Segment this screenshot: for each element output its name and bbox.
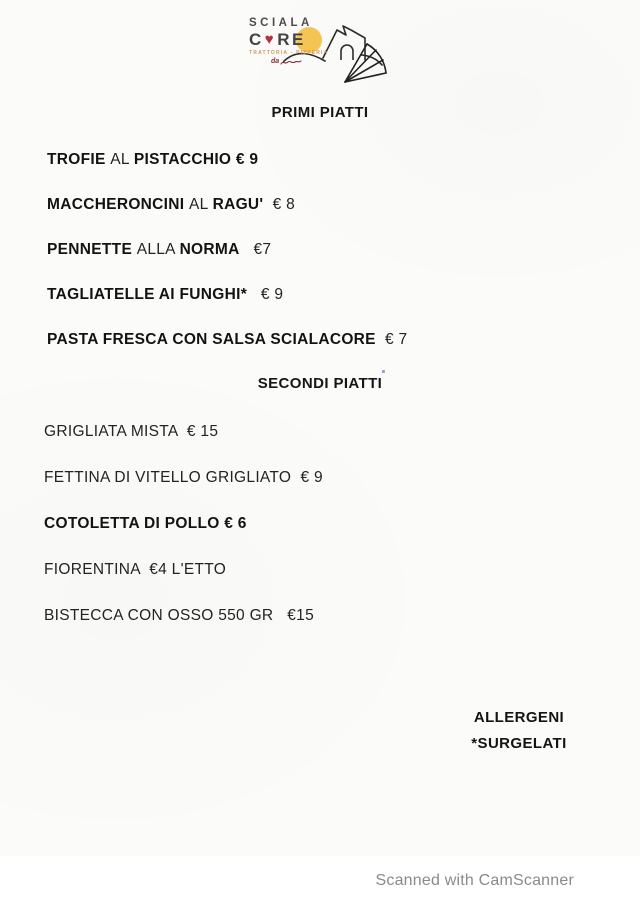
logo-wordmark	[249, 18, 328, 66]
logo-name-suffix: RE	[277, 29, 306, 49]
menu-item	[47, 182, 640, 227]
menu-item-text: MACCHERONCINI	[47, 195, 189, 213]
signature-squiggle	[280, 58, 302, 66]
logo-signature-text: da	[271, 58, 280, 65]
menu-item-text: FETTINA DI VITELLO GRIGLIATO € 9	[44, 469, 323, 486]
logo-name-line2	[249, 31, 328, 48]
menu-item-text: PISTACCHIO € 9	[133, 150, 259, 168]
menu-sections	[0, 104, 640, 639]
restaurant-logo	[241, 0, 391, 96]
menu-list	[0, 137, 640, 362]
menu-item	[44, 409, 640, 455]
footnotes-block	[454, 705, 584, 757]
menu-item	[44, 501, 640, 547]
menu-item-text: RAGU'	[212, 195, 264, 213]
menu-item-text: COTOLETTA DI POLLO € 6	[44, 515, 247, 532]
menu-item-text: ALLA	[136, 240, 180, 258]
logo-tagline: TRATTORIA - PIZZERIA	[249, 49, 329, 56]
logo-signature	[271, 58, 328, 66]
heart-icon: ♥	[264, 30, 277, 48]
menu-item	[47, 272, 640, 317]
menu-item	[47, 137, 640, 182]
menu-item-text: € 7	[375, 330, 408, 348]
section-title: PRIMI PIATTI	[271, 104, 369, 121]
menu-item-text: PASTA FRESCA CON SALSA SCIALACORE	[47, 330, 376, 348]
menu-item	[47, 317, 640, 362]
menu-item-text: FIORENTINA €4 L'ETTO	[44, 561, 227, 578]
camscanner-watermark: Scanned with CamScanner	[375, 872, 574, 889]
logo-name-prefix: C	[249, 29, 264, 49]
menu-list	[0, 409, 640, 639]
menu-item-text: TAGLIATELLE AI FUNGHI*	[47, 285, 248, 303]
menu-item-text: PENNETTE	[47, 240, 137, 258]
section-title: SECONDI PIATTI	[0, 375, 640, 393]
menu-item-text: TROFIE	[47, 150, 111, 168]
surgelati-note: *SURGELATI	[471, 735, 567, 752]
camscanner-footer	[0, 856, 640, 906]
menu-item-text: AL	[188, 195, 213, 213]
menu-item-text: NORMA	[179, 240, 240, 258]
pen-mark	[382, 370, 385, 373]
menu-item	[44, 593, 640, 639]
menu-item-text: BISTECCA CON OSSO 550 GR €15	[44, 607, 315, 624]
menu-item	[47, 227, 640, 272]
menu-section	[0, 104, 640, 362]
logo-name-line1: SCIALA	[249, 17, 313, 29]
menu-item-text: € 9	[247, 285, 284, 303]
menu-item-text: GRIGLIATA MISTA € 15	[44, 423, 219, 440]
allergeni-note: ALLERGENI	[473, 709, 565, 726]
menu-item-text: €7	[239, 240, 272, 258]
menu-item	[44, 455, 640, 501]
menu-section	[0, 375, 640, 639]
menu-item	[44, 547, 640, 593]
menu-item-text: AL	[110, 150, 134, 168]
menu-item-text: € 8	[263, 195, 296, 213]
